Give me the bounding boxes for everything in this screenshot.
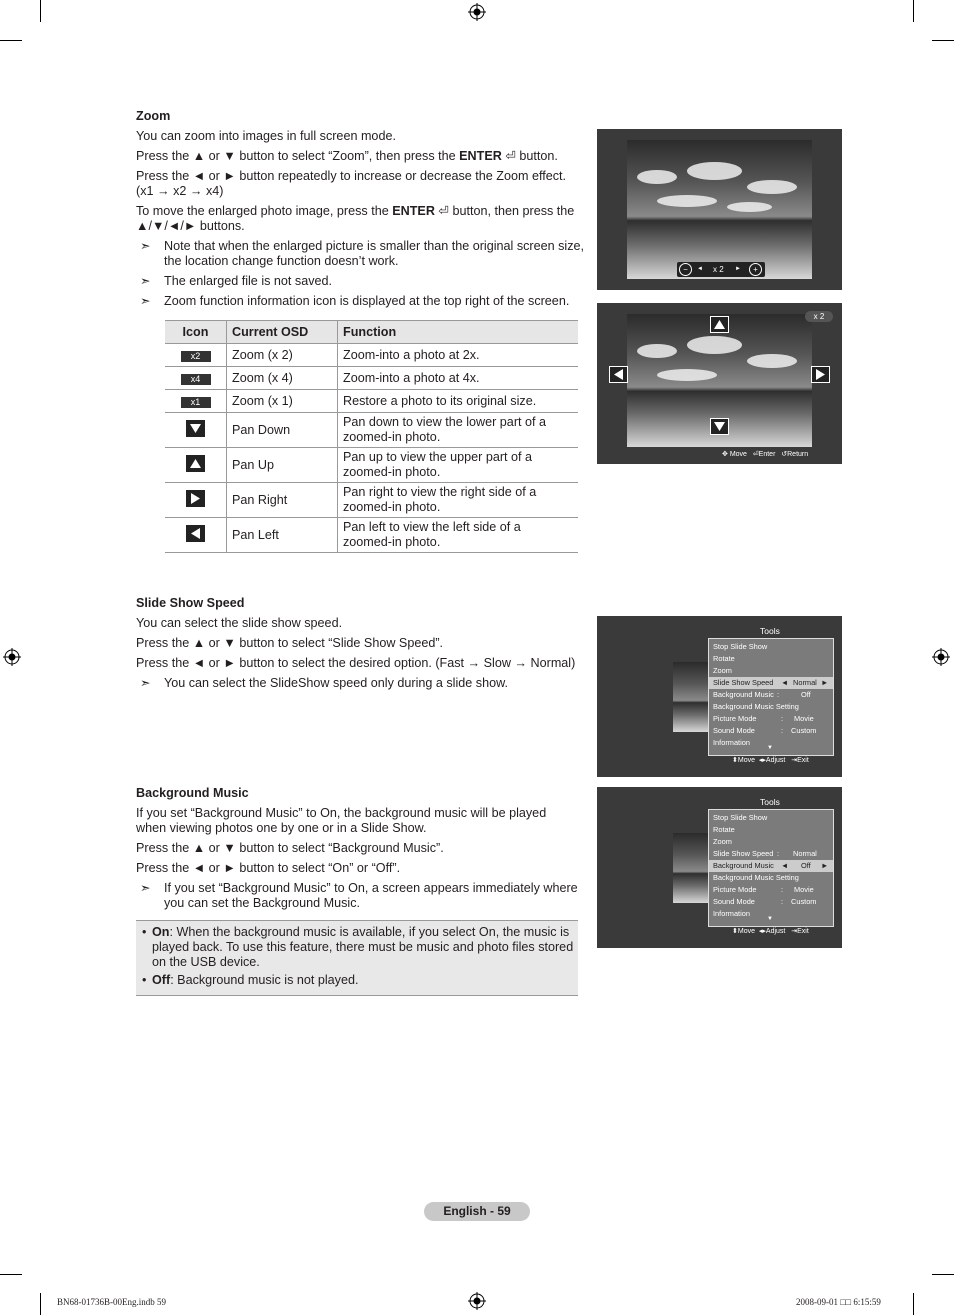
crop-mark	[40, 0, 41, 22]
crop-mark	[913, 0, 914, 22]
zoom-intro: You can zoom into images in full screen mode.	[136, 129, 396, 143]
exit-icon: ⇥	[791, 928, 798, 935]
menu-item[interactable]: Information	[713, 738, 750, 747]
hint-move: Move	[737, 757, 755, 764]
menu-item-slide-show-speed[interactable]	[709, 677, 833, 689]
bullet-icon: •	[142, 925, 147, 939]
left-arrow-icon: ◄	[697, 266, 703, 272]
menu-item[interactable]: Background Music Setting	[713, 873, 799, 882]
zoom-step-move-text: To move the enlarged photo image, press the	[136, 204, 393, 218]
enter-icon: ⏎	[505, 149, 516, 163]
function-cell: Zoom-into a photo at 2x.	[338, 344, 579, 367]
tools-title: Tools	[760, 626, 780, 636]
separator: :	[781, 714, 784, 723]
menu-item[interactable]: Rotate	[713, 825, 735, 834]
osd-cell: Zoom (x 4)	[227, 367, 338, 390]
icon-cell	[165, 390, 227, 413]
photo-image	[673, 662, 709, 732]
hint-bar	[732, 927, 809, 935]
table-row	[165, 367, 578, 390]
left-arrow-icon: ◄	[781, 678, 789, 687]
menu-item-value: Movie	[794, 885, 814, 894]
right-arrow-icon: ►	[735, 266, 741, 272]
note-arrow-icon: ➣	[140, 274, 151, 288]
leftright-icon: ◂▸	[758, 757, 766, 764]
table-header-row	[165, 321, 578, 344]
zoom-section	[136, 109, 586, 309]
osd-cell: Pan Up	[227, 448, 338, 483]
page-number: English - 59	[424, 1202, 530, 1221]
photo-image	[627, 140, 812, 279]
tv-screen-zoom	[597, 129, 842, 290]
hint-bar	[722, 450, 808, 458]
menu-item-sound-mode[interactable]	[709, 725, 833, 737]
menu-item-slide-show-speed[interactable]	[709, 848, 833, 860]
zoom-x1-icon: x1	[181, 397, 211, 408]
bgmusic-section	[136, 786, 596, 911]
date-slug: 2008-09-01 □□ 6:15:59	[796, 1297, 881, 1307]
osd-cell: Pan Left	[227, 518, 338, 553]
menu-item[interactable]: Rotate	[713, 654, 735, 663]
leftright-icon: ◂▸	[758, 928, 766, 935]
osd-cell: Zoom (x 1)	[227, 390, 338, 413]
scroll-down-icon: ▼	[767, 745, 773, 751]
menu-item-label: Sound Mode	[713, 897, 755, 906]
slideshow-intro: You can select the slide show speed.	[136, 616, 343, 630]
tv-screen-tools-music	[597, 787, 842, 948]
menu-item-label: Background Music	[713, 861, 774, 870]
file-slug: BN68-01736B-00Eng.indb 59	[57, 1297, 166, 1307]
table-row	[165, 483, 578, 518]
menu-item-background-music[interactable]	[709, 860, 833, 872]
separator: :	[781, 726, 784, 735]
menu-item-value: Custom	[791, 726, 817, 735]
note-text: Note that when the enlarged picture is smaller than the original screen size, the location change function doesn’t work.	[164, 239, 585, 268]
zoom-step-move	[136, 204, 586, 234]
icon-cell	[165, 448, 227, 483]
updown-icon: ⬍	[732, 757, 738, 764]
tv-screen-tools-speed	[597, 616, 842, 777]
zoom-step-move-tail: button, then press the ▲/▼/◄/► buttons.	[136, 204, 575, 233]
hint-adjust: Adjust	[765, 757, 786, 764]
menu-item[interactable]: Stop Slide Show	[713, 813, 768, 822]
pan-up-icon	[710, 316, 729, 333]
crop-mark	[932, 40, 954, 41]
zoom-step-select-tail: button.	[515, 149, 558, 163]
function-cell: Pan right to view the right side of a zoomed-in photo.	[338, 483, 579, 518]
slideshow-heading: Slide Show Speed	[136, 596, 245, 610]
menu-item-label: Slide Show Speed	[713, 678, 774, 687]
note-text: The enlarged file is not saved.	[164, 274, 333, 288]
pan-down-icon	[186, 420, 205, 437]
table-row	[165, 518, 578, 553]
zoom-control-bar	[677, 262, 765, 277]
right-arrow-icon: ►	[821, 861, 829, 870]
tools-menu	[708, 809, 834, 927]
separator: :	[777, 849, 780, 858]
icon-cell	[165, 518, 227, 553]
icon-cell	[165, 344, 227, 367]
pan-right-icon	[811, 366, 830, 383]
table-row	[165, 390, 578, 413]
note-arrow-icon: ➣	[140, 294, 151, 308]
column-header: Function	[338, 321, 579, 344]
menu-item-value: Custom	[791, 897, 817, 906]
zoom-in-icon: +	[749, 263, 762, 276]
menu-item-label: Picture Mode	[713, 885, 757, 894]
table-row	[165, 413, 578, 448]
pan-left-icon	[609, 366, 628, 383]
move-icon: ✥	[722, 451, 728, 458]
separator: :	[781, 885, 784, 894]
left-arrow-icon: ◄	[781, 861, 789, 870]
menu-item-label: Background Music	[713, 690, 774, 699]
enter-key-label: ENTER	[392, 204, 435, 218]
tools-title: Tools	[760, 797, 780, 807]
menu-item-value: Off	[801, 861, 811, 870]
bgmusic-options-box	[136, 920, 578, 996]
updown-icon: ⬍	[732, 928, 738, 935]
zoom-step-adjust: Press the ◄ or ► button repeatedly to increase or decrease the Zoom effect. (x1 → x2 → x4)	[136, 169, 567, 198]
photo-image	[673, 833, 709, 903]
right-arrow-icon: ►	[821, 678, 829, 687]
note-arrow-icon: ➣	[140, 239, 151, 253]
menu-item-value: Normal	[793, 849, 817, 858]
registration-mark-icon	[468, 3, 486, 21]
bgmusic-step-select: Press the ▲ or ▼ button to select “Background Music”.	[136, 841, 444, 855]
menu-item[interactable]: Stop Slide Show	[713, 642, 768, 651]
function-cell: Pan up to view the upper part of a zoomed-in photo.	[338, 448, 579, 483]
return-icon: ↺	[781, 451, 788, 458]
table-row	[165, 448, 578, 483]
note	[136, 274, 586, 289]
hint-adjust: Adjust	[765, 928, 786, 935]
option-label: On	[152, 925, 170, 939]
zoom-step-select-text: Press the ▲ or ▼ button to select “Zoom”, then press the	[136, 149, 460, 163]
exit-icon: ⇥	[791, 757, 798, 764]
zoom-badge: x 2	[805, 311, 833, 322]
icon-cell	[165, 413, 227, 448]
option-label: Off	[152, 973, 171, 987]
menu-item-picture-mode[interactable]	[709, 713, 833, 725]
note-arrow-icon: ➣	[140, 881, 151, 895]
menu-item-value: Off	[801, 690, 811, 699]
note	[136, 239, 586, 269]
crop-mark	[932, 1274, 954, 1275]
function-cell: Restore a photo to its original size.	[338, 390, 579, 413]
tv-screen-pan	[597, 303, 842, 464]
tools-menu	[708, 638, 834, 756]
column-header: Current OSD	[227, 321, 338, 344]
icon-cell	[165, 367, 227, 390]
slideshow-step-adjust: Press the ◄ or ► button to select the desired option. (Fast → Slow → Normal)	[136, 656, 576, 670]
separator: :	[777, 690, 780, 699]
menu-item-label: Sound Mode	[713, 726, 755, 735]
scroll-down-icon: ▼	[767, 916, 773, 922]
list-item	[136, 925, 578, 970]
enter-key-label: ENTER	[459, 149, 502, 163]
enter-icon: ⏎	[752, 451, 759, 458]
registration-mark-icon	[3, 648, 21, 666]
menu-item[interactable]: Zoom	[713, 837, 732, 846]
column-header: Icon	[165, 321, 227, 344]
hint-return: Return	[787, 451, 809, 458]
crop-mark	[40, 1293, 41, 1315]
function-cell: Zoom-into a photo at 4x.	[338, 367, 579, 390]
menu-item-label: Slide Show Speed	[713, 849, 774, 858]
pan-left-icon	[186, 525, 205, 542]
hint-move: Move	[737, 928, 755, 935]
registration-mark-icon	[932, 648, 950, 666]
separator: :	[781, 897, 784, 906]
note	[136, 294, 624, 309]
pan-up-icon	[186, 455, 205, 472]
hint-exit: Exit	[797, 928, 809, 935]
option-text: : Background music is not played.	[170, 973, 359, 987]
note	[136, 676, 596, 691]
note	[136, 881, 596, 911]
menu-item[interactable]: Information	[713, 909, 750, 918]
menu-item-sound-mode[interactable]	[709, 896, 833, 908]
zoom-x2-icon: x2	[181, 351, 211, 362]
crop-mark	[0, 1274, 22, 1275]
bullet-icon: •	[142, 973, 147, 987]
zoom-table	[165, 320, 578, 553]
table-row	[165, 344, 578, 367]
menu-item[interactable]: Background Music Setting	[713, 702, 799, 711]
osd-cell: Pan Down	[227, 413, 338, 448]
list-item	[136, 973, 578, 988]
function-cell: Pan left to view the left side of a zoomed-in photo.	[338, 518, 579, 553]
zoom-level: x 2	[713, 265, 724, 274]
menu-item-value: Movie	[794, 714, 814, 723]
zoom-x4-icon: x4	[181, 374, 211, 385]
hint-move: Move	[729, 451, 747, 458]
slideshow-section	[136, 596, 596, 691]
hint-exit: Exit	[797, 757, 809, 764]
menu-item-value: Normal	[793, 678, 817, 687]
hint-bar	[732, 756, 809, 764]
crop-mark	[0, 40, 22, 41]
note-arrow-icon: ➣	[140, 676, 151, 690]
note-text: Zoom function information icon is displayed at the top right of the screen.	[164, 294, 570, 308]
zoom-step-select	[136, 149, 586, 164]
menu-item-picture-mode[interactable]	[709, 884, 833, 896]
menu-item-label: Picture Mode	[713, 714, 757, 723]
icon-cell	[165, 483, 227, 518]
registration-mark-icon	[468, 1292, 486, 1310]
function-cell: Pan down to view the lower part of a zoomed-in photo.	[338, 413, 579, 448]
zoom-heading: Zoom	[136, 109, 171, 123]
note-text: If you set “Background Music” to On, a screen appears immediately where you can set the Background Music.	[164, 881, 578, 910]
zoom-out-icon: −	[679, 263, 692, 276]
osd-cell: Pan Right	[227, 483, 338, 518]
enter-icon: ⏎	[438, 204, 449, 218]
pan-right-icon	[186, 490, 205, 507]
crop-mark	[913, 1293, 914, 1315]
bgmusic-heading: Background Music	[136, 786, 249, 800]
slideshow-step-select: Press the ▲ or ▼ button to select “Slide Show Speed”.	[136, 636, 444, 650]
pan-down-icon	[710, 418, 729, 435]
bgmusic-intro: If you set “Background Music” to On, the background music will be played when viewing photos one by one or in a Slide Show.	[136, 806, 547, 835]
osd-cell: Zoom (x 2)	[227, 344, 338, 367]
hint-enter: Enter	[758, 451, 776, 458]
menu-item-background-music[interactable]	[709, 689, 833, 701]
menu-item[interactable]: Zoom	[713, 666, 732, 675]
option-text: : When the background music is available, if you select On, the music is played back. To use this feature, there must be music and photo files stored on the USB device.	[152, 925, 574, 969]
bgmusic-step-adjust: Press the ◄ or ► button to select “On” or “Off”.	[136, 861, 401, 875]
note-text: You can select the SlideShow speed only during a slide show.	[164, 676, 508, 690]
